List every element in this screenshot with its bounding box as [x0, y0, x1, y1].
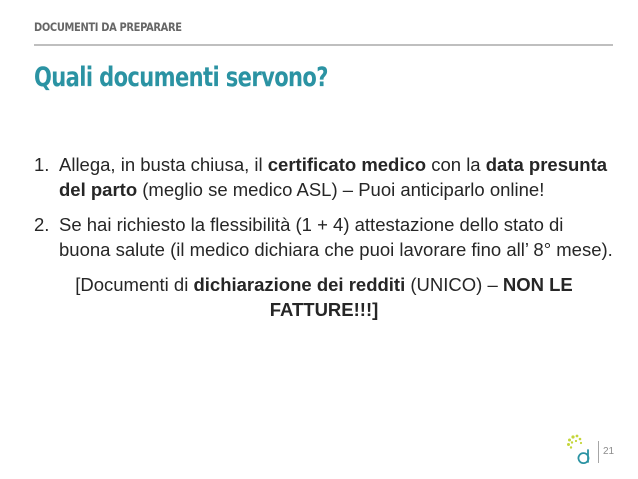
slide-content [34, 152, 614, 322]
text-run: (meglio se medico ASL) – Puoi anticiparlo online! [137, 179, 545, 200]
list-item-text: Se hai richiesto la flessibilità (1 + 4) attestazione dello stato di buona salute (il medico dichiara che puoi lavorare fino all’ 8° mese). [59, 214, 613, 260]
text-run-bold: data presunta del parto [59, 154, 608, 200]
text-run: (UNICO) – [405, 274, 503, 295]
flower-a-logo-icon [564, 433, 594, 467]
text-run: con la [426, 154, 486, 175]
list-item-text [59, 152, 614, 202]
header-divider [34, 44, 613, 46]
note-paragraph [34, 272, 614, 322]
text-run-bold: NON LE [502, 274, 573, 295]
text-run-bold: certificato medico [267, 154, 427, 175]
list-item [34, 152, 614, 202]
list-item-number: 2. [34, 214, 50, 235]
page-number: 21 [603, 446, 615, 457]
text-run: Allega, in busta chiusa, il [59, 154, 268, 175]
footer-divider [598, 441, 599, 463]
text-run-bold: FATTURE!!!] [269, 299, 379, 320]
section-label: DOCUMENTI DA PREPARARE [34, 20, 182, 34]
text-run-bold: dichiarazione dei redditi [193, 274, 406, 295]
note-line [34, 272, 614, 297]
slide-title: Quali documenti servono? [34, 62, 328, 93]
note-line [34, 297, 614, 322]
list-item-number: 1. [34, 154, 50, 175]
text-run: [Documenti di [75, 274, 194, 295]
list-item [34, 212, 614, 262]
